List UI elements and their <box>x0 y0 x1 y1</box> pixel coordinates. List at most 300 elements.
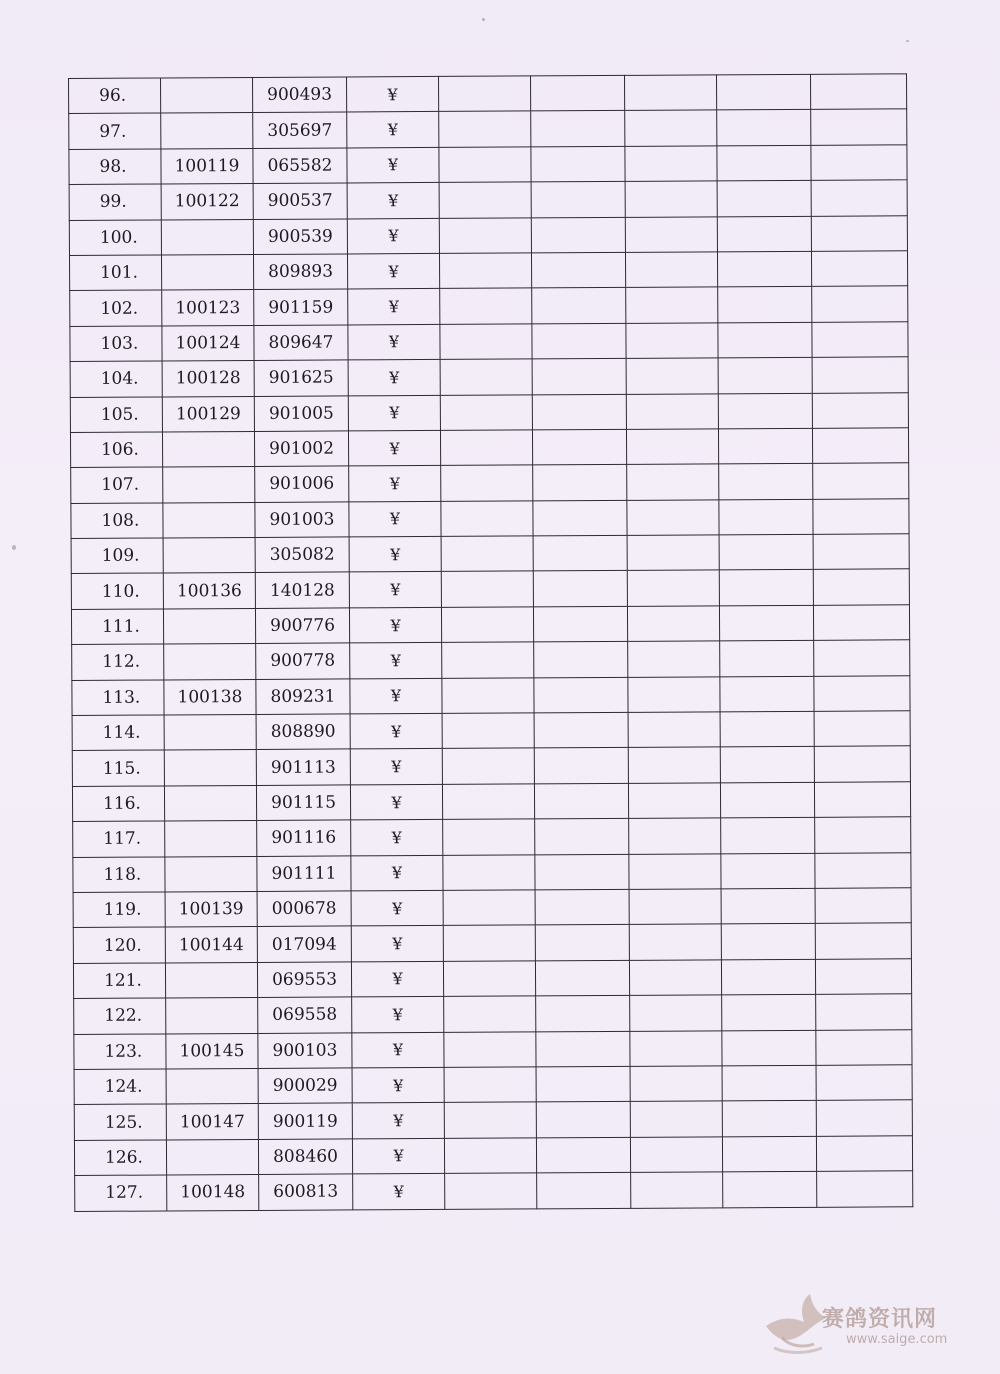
blank-cell <box>627 535 719 571</box>
row-number-cell: 122. <box>74 998 166 1034</box>
blank-cell <box>625 110 717 146</box>
row-number-cell: 108. <box>71 503 163 539</box>
blank-cell <box>628 677 720 713</box>
member-id-cell: 100138 <box>164 679 256 715</box>
ledger-table-wrapper <box>68 73 912 1211</box>
blank-cell <box>535 925 629 961</box>
blank-cell <box>721 888 815 924</box>
row-number-cell: 113. <box>72 680 164 716</box>
ring-number-cell: 065582 <box>253 148 347 184</box>
blank-cell <box>533 571 627 607</box>
blank-cell <box>625 216 717 252</box>
member-id-cell <box>166 998 258 1034</box>
blank-cell <box>811 180 907 216</box>
blank-cell <box>810 74 906 110</box>
blank-cell <box>717 110 811 146</box>
table-row <box>73 852 911 892</box>
blank-cell <box>440 394 532 430</box>
blank-cell <box>444 1102 536 1138</box>
member-id-cell <box>165 856 257 892</box>
blank-cell <box>534 783 628 819</box>
price-cell: ¥ <box>351 890 443 926</box>
table-row <box>70 286 908 326</box>
blank-cell <box>535 819 629 855</box>
blank-cell <box>816 994 912 1030</box>
row-number-cell: 100. <box>69 220 161 256</box>
member-id-cell <box>165 821 257 857</box>
price-cell: ¥ <box>352 1138 444 1174</box>
blank-cell <box>719 534 813 570</box>
blank-cell <box>717 216 811 252</box>
blank-cell <box>815 817 911 853</box>
dust-speck <box>906 40 909 42</box>
blank-cell <box>720 641 814 677</box>
blank-cell <box>536 1031 630 1067</box>
blank-cell <box>811 251 907 287</box>
table-row <box>69 215 907 255</box>
blank-cell <box>722 1065 816 1101</box>
price-cell: ¥ <box>351 926 443 962</box>
blank-cell <box>629 924 721 960</box>
ring-number-cell: 901006 <box>255 466 349 502</box>
blank-cell <box>811 109 907 145</box>
price-cell: ¥ <box>352 1067 444 1103</box>
row-number-cell: 123. <box>74 1034 166 1070</box>
blank-cell <box>533 465 627 501</box>
ring-number-cell: 900537 <box>253 183 347 219</box>
blank-cell <box>626 323 718 359</box>
blank-cell <box>720 711 814 747</box>
blank-cell <box>441 536 533 572</box>
row-number-cell: 110. <box>71 573 163 609</box>
blank-cell <box>630 1137 722 1173</box>
price-cell: ¥ <box>348 289 440 325</box>
blank-cell <box>720 747 814 783</box>
table-row <box>73 923 911 963</box>
row-number-cell: 97. <box>69 113 161 149</box>
blank-cell <box>815 852 911 888</box>
ring-number-cell: 305082 <box>255 537 349 573</box>
table-row <box>72 782 910 822</box>
blank-cell <box>535 889 629 925</box>
ledger-table <box>68 73 913 1211</box>
member-id-cell: 100147 <box>166 1104 258 1140</box>
blank-cell <box>625 181 717 217</box>
row-number-cell: 105. <box>70 396 162 432</box>
price-cell: ¥ <box>348 324 440 360</box>
price-cell: ¥ <box>353 1174 445 1210</box>
blank-cell <box>627 570 719 606</box>
blank-cell <box>530 75 624 111</box>
blank-cell <box>718 322 812 358</box>
blank-cell <box>721 853 815 889</box>
blank-cell <box>716 74 810 110</box>
blank-cell <box>717 145 811 181</box>
member-id-cell: 100145 <box>166 1033 258 1069</box>
blank-cell <box>812 392 908 428</box>
blank-cell <box>812 322 908 358</box>
member-id-cell: 100139 <box>165 891 257 927</box>
row-number-cell: 115. <box>72 750 164 786</box>
price-cell: ¥ <box>347 253 439 289</box>
blank-cell <box>717 251 811 287</box>
blank-cell <box>532 323 626 359</box>
blank-cell <box>625 252 717 288</box>
blank-cell <box>537 1172 631 1208</box>
blank-cell <box>722 1101 816 1137</box>
blank-cell <box>438 76 530 112</box>
blank-cell <box>535 960 629 996</box>
blank-cell <box>439 182 531 218</box>
member-id-cell <box>163 502 255 538</box>
member-id-cell <box>165 962 257 998</box>
row-number-cell: 111. <box>71 609 163 645</box>
ring-number-cell: 900493 <box>252 77 346 113</box>
blank-cell <box>816 1100 912 1136</box>
blank-cell <box>630 1030 722 1066</box>
blank-cell <box>718 393 812 429</box>
member-id-cell: 100123 <box>162 290 254 326</box>
price-cell: ¥ <box>349 537 441 573</box>
blank-cell <box>817 1171 913 1207</box>
member-id-cell <box>164 750 256 786</box>
blank-cell <box>439 111 531 147</box>
row-number-cell: 109. <box>71 538 163 574</box>
ring-number-cell: 069553 <box>257 962 351 998</box>
table-row <box>74 1136 912 1176</box>
table-row <box>74 1029 912 1069</box>
table-row <box>70 392 908 432</box>
blank-cell <box>532 359 626 395</box>
blank-cell <box>442 713 534 749</box>
row-number-cell: 119. <box>73 892 165 928</box>
price-cell: ¥ <box>352 1032 444 1068</box>
price-cell: ¥ <box>350 643 442 679</box>
blank-cell <box>718 357 812 393</box>
table-row <box>73 817 911 857</box>
blank-cell <box>533 535 627 571</box>
blank-cell <box>443 890 535 926</box>
ring-number-cell: 900539 <box>253 219 347 255</box>
blank-cell <box>444 996 536 1032</box>
blank-cell <box>534 712 628 748</box>
member-id-cell <box>164 714 256 750</box>
ring-number-cell: 600813 <box>259 1174 353 1210</box>
ring-number-cell: 901003 <box>255 502 349 538</box>
blank-cell <box>718 287 812 323</box>
table-row <box>73 959 911 999</box>
row-number-cell: 126. <box>74 1140 166 1176</box>
row-number-cell: 117. <box>73 821 165 857</box>
price-cell: ¥ <box>350 713 442 749</box>
row-number-cell: 124. <box>74 1069 166 1105</box>
member-id-cell <box>163 538 255 574</box>
member-id-cell <box>166 1068 258 1104</box>
blank-cell <box>722 1030 816 1066</box>
blank-cell <box>624 75 716 111</box>
blank-cell <box>816 1029 912 1065</box>
blank-cell <box>626 429 718 465</box>
price-cell: ¥ <box>347 112 439 148</box>
price-cell: ¥ <box>349 501 441 537</box>
blank-cell <box>443 854 535 890</box>
member-id-cell <box>166 1139 258 1175</box>
blank-cell <box>719 570 813 606</box>
price-cell: ¥ <box>347 183 439 219</box>
blank-cell <box>536 1137 630 1173</box>
ring-number-cell: 809893 <box>253 254 347 290</box>
blank-cell <box>720 676 814 712</box>
blank-cell <box>815 888 911 924</box>
table-row <box>69 251 907 291</box>
blank-cell <box>534 677 628 713</box>
blank-cell <box>628 712 720 748</box>
blank-cell <box>439 147 531 183</box>
blank-cell <box>536 996 630 1032</box>
price-cell: ¥ <box>348 395 440 431</box>
price-cell: ¥ <box>350 749 442 785</box>
price-cell: ¥ <box>348 360 440 396</box>
table-row <box>71 569 909 609</box>
ring-number-cell: 069558 <box>258 997 352 1033</box>
row-number-cell: 106. <box>70 432 162 468</box>
blank-cell <box>811 145 907 181</box>
blank-cell <box>630 995 722 1031</box>
watermark-brand: 赛鸽资讯网 <box>822 1307 938 1332</box>
blank-cell <box>439 217 531 253</box>
blank-cell <box>719 605 813 641</box>
table-row <box>73 888 911 928</box>
price-cell: ¥ <box>351 855 443 891</box>
blank-cell <box>627 606 719 642</box>
blank-cell <box>535 854 629 890</box>
blank-cell <box>532 394 626 430</box>
row-number-cell: 125. <box>74 1104 166 1140</box>
blank-cell <box>626 287 718 323</box>
ring-number-cell: 901005 <box>254 395 348 431</box>
table-row <box>71 463 909 503</box>
blank-cell <box>629 889 721 925</box>
blank-cell <box>625 146 717 182</box>
ring-number-cell: 901002 <box>254 431 348 467</box>
blank-cell <box>534 642 628 678</box>
blank-cell <box>442 748 534 784</box>
table-row <box>74 994 912 1034</box>
blank-cell <box>629 960 721 996</box>
ring-number-cell: 808460 <box>258 1139 352 1175</box>
row-number-cell: 103. <box>70 326 162 362</box>
ring-number-cell: 900119 <box>258 1103 352 1139</box>
row-number-cell: 120. <box>73 927 165 963</box>
blank-cell <box>813 534 909 570</box>
blank-cell <box>443 961 535 997</box>
blank-cell <box>719 499 813 535</box>
blank-cell <box>441 571 533 607</box>
row-number-cell: 102. <box>70 290 162 326</box>
member-id-cell: 100122 <box>161 184 253 220</box>
price-cell: ¥ <box>347 218 439 254</box>
blank-cell <box>441 465 533 501</box>
ring-number-cell: 901115 <box>256 785 350 821</box>
ring-number-cell: 901113 <box>256 749 350 785</box>
blank-cell <box>627 500 719 536</box>
blank-cell <box>443 819 535 855</box>
blank-cell <box>811 215 907 251</box>
blank-cell <box>440 359 532 395</box>
table-row <box>72 746 910 786</box>
table-row <box>70 322 908 362</box>
blank-cell <box>722 1136 816 1172</box>
blank-cell <box>723 1171 817 1207</box>
watermark-url: www.saige.com <box>846 1332 948 1347</box>
blank-cell <box>628 783 720 819</box>
ring-number-cell: 140128 <box>255 572 349 608</box>
member-id-cell <box>161 254 253 290</box>
ledger-body <box>69 74 913 1211</box>
price-cell: ¥ <box>346 76 438 112</box>
blank-cell <box>717 181 811 217</box>
blank-cell <box>813 498 909 534</box>
member-id-cell: 100119 <box>161 148 253 184</box>
blank-cell <box>444 1138 536 1174</box>
row-number-cell: 107. <box>71 467 163 503</box>
blank-cell <box>441 501 533 537</box>
member-id-cell: 100136 <box>163 573 255 609</box>
blank-cell <box>722 994 816 1030</box>
blank-cell <box>720 782 814 818</box>
price-cell: ¥ <box>349 466 441 502</box>
blank-cell <box>532 288 626 324</box>
row-number-cell: 112. <box>72 644 164 680</box>
blank-cell <box>814 640 910 676</box>
blank-cell <box>531 111 625 147</box>
table-row <box>75 1171 913 1211</box>
price-cell: ¥ <box>348 430 440 466</box>
blank-cell <box>440 288 532 324</box>
blank-cell <box>631 1172 723 1208</box>
ring-number-cell: 900103 <box>258 1032 352 1068</box>
price-cell: ¥ <box>352 1103 444 1139</box>
blank-cell <box>531 252 625 288</box>
table-row <box>71 605 909 645</box>
table-row <box>71 498 909 538</box>
blank-cell <box>531 217 625 253</box>
price-cell: ¥ <box>350 678 442 714</box>
table-row <box>72 711 910 751</box>
ring-number-cell: 809231 <box>256 679 350 715</box>
ring-number-cell: 901159 <box>254 289 348 325</box>
blank-cell <box>813 605 909 641</box>
blank-cell <box>630 1101 722 1137</box>
row-number-cell: 127. <box>75 1175 167 1211</box>
row-number-cell: 116. <box>72 786 164 822</box>
blank-cell <box>536 1102 630 1138</box>
blank-cell <box>440 430 532 466</box>
blank-cell <box>442 784 534 820</box>
table-row <box>74 1100 912 1140</box>
blank-cell <box>531 182 625 218</box>
blank-cell <box>440 324 532 360</box>
blank-cell <box>812 357 908 393</box>
blank-cell <box>812 428 908 464</box>
row-number-cell: 99. <box>69 184 161 220</box>
member-id-cell <box>163 608 255 644</box>
blank-cell <box>531 146 625 182</box>
table-row <box>69 109 907 149</box>
ring-number-cell: 305697 <box>253 112 347 148</box>
table-row <box>71 534 909 574</box>
table-row <box>70 428 908 468</box>
blank-cell <box>816 1136 912 1172</box>
blank-cell <box>441 607 533 643</box>
dust-speck <box>12 545 16 550</box>
ring-number-cell: 901116 <box>257 820 351 856</box>
blank-cell <box>814 711 910 747</box>
table-row <box>69 145 907 185</box>
blank-cell <box>814 746 910 782</box>
member-id-cell <box>162 431 254 467</box>
blank-cell <box>532 429 626 465</box>
row-number-cell: 121. <box>73 963 165 999</box>
blank-cell <box>813 463 909 499</box>
blank-cell <box>628 747 720 783</box>
row-number-cell: 118. <box>73 857 165 893</box>
ring-number-cell: 900776 <box>255 608 349 644</box>
blank-cell <box>443 925 535 961</box>
blank-cell <box>814 782 910 818</box>
blank-cell <box>536 1066 630 1102</box>
blank-cell <box>626 393 718 429</box>
price-cell: ¥ <box>349 607 441 643</box>
price-cell: ¥ <box>351 820 443 856</box>
member-id-cell <box>161 77 253 113</box>
ring-number-cell: 901111 <box>257 856 351 892</box>
table-row <box>72 640 910 680</box>
blank-cell <box>444 1067 536 1103</box>
ring-number-cell: 000678 <box>257 891 351 927</box>
blank-cell <box>629 853 721 889</box>
blank-cell <box>627 464 719 500</box>
row-number-cell: 104. <box>70 361 162 397</box>
price-cell: ¥ <box>351 961 443 997</box>
blank-cell <box>626 358 718 394</box>
blank-cell <box>813 569 909 605</box>
blank-cell <box>439 253 531 289</box>
blank-cell <box>721 959 815 995</box>
blank-cell <box>721 818 815 854</box>
ring-number-cell: 809647 <box>254 325 348 361</box>
blank-cell <box>815 959 911 995</box>
member-id-cell: 100124 <box>162 325 254 361</box>
blank-cell <box>628 641 720 677</box>
member-id-cell <box>161 113 253 149</box>
blank-cell <box>533 606 627 642</box>
row-number-cell: 101. <box>69 255 161 291</box>
price-cell: ¥ <box>352 997 444 1033</box>
blank-cell <box>721 924 815 960</box>
blank-cell <box>719 464 813 500</box>
price-cell: ¥ <box>347 147 439 183</box>
table-row <box>70 357 908 397</box>
ring-number-cell: 017094 <box>257 926 351 962</box>
blank-cell <box>442 642 534 678</box>
ring-number-cell: 900778 <box>256 643 350 679</box>
member-id-cell <box>163 467 255 503</box>
table-row <box>72 675 910 715</box>
member-id-cell: 100144 <box>165 927 257 963</box>
blank-cell <box>718 428 812 464</box>
member-id-cell <box>164 644 256 680</box>
